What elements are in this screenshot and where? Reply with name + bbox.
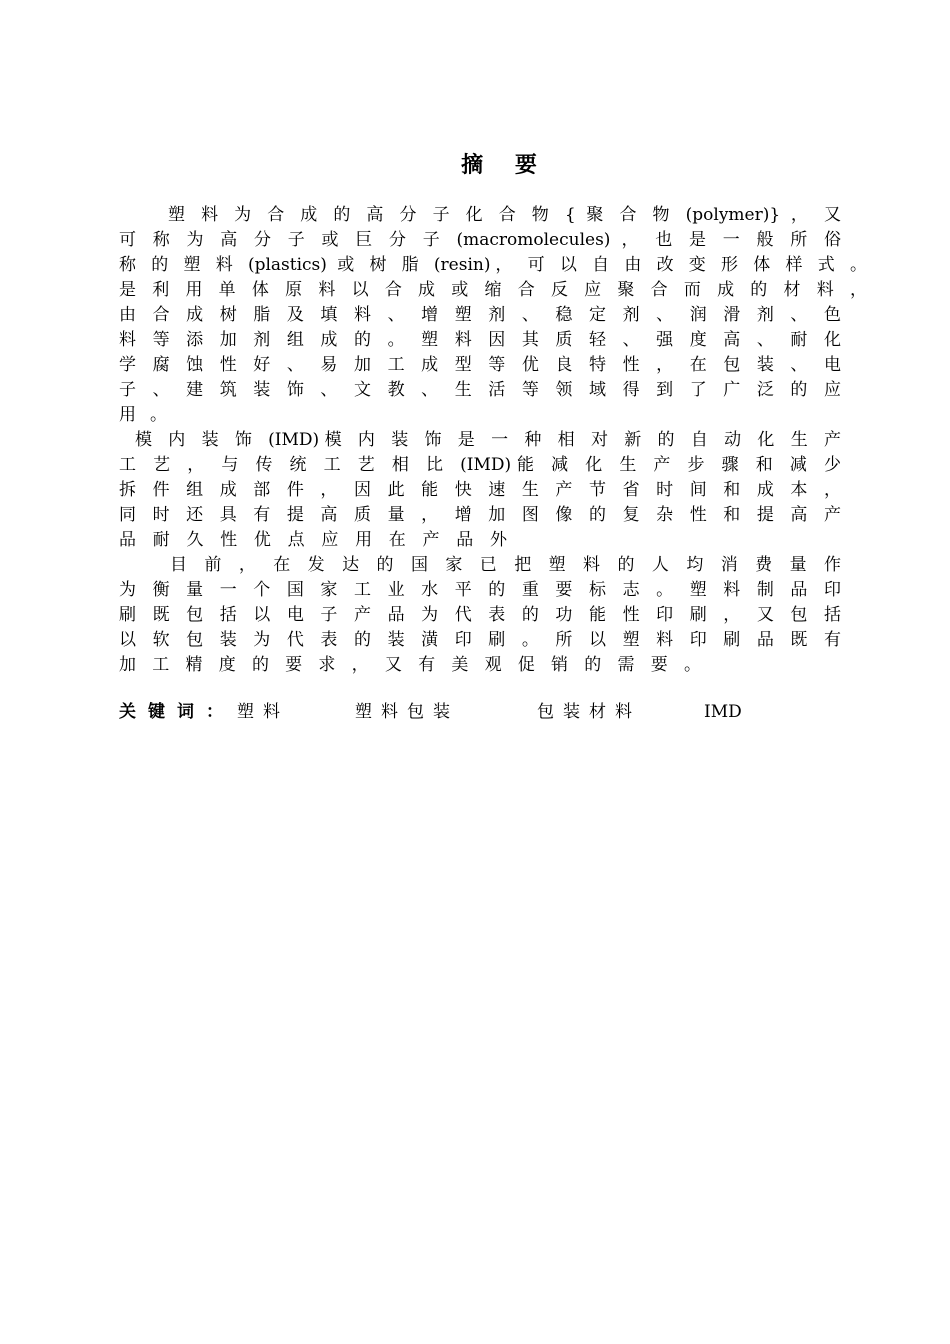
paragraph-1-line-8: 子 、 建 筑 装 饰 、 文 教 、 生 活 等 领 域 得 到 了 广 泛 的 应: [119, 380, 841, 400]
paragraph-1-line-9: 用 。: [119, 405, 167, 425]
paragraph-1-line-5: 由 合 成 树 脂 及 填 料 、 增 塑 剂 、 稳 定 剂 、 润 滑 剂 、 色: [119, 305, 841, 325]
keyword-1: 塑料: [237, 702, 289, 722]
paragraph-1-line-3: 称 的 塑 料 (plastics) 或 树 脂 (resin)， 可 以 自 由 改 变 形 体 样 式 。: [119, 255, 867, 275]
paragraph-1-line-2: 可 称 为 高 分 子 或 巨 分 子 (macromolecules) ， 也 是 一 般 所 俗: [119, 230, 841, 250]
keyword-4: IMD: [704, 702, 742, 722]
keyword-3: 包装材料: [537, 702, 641, 722]
paragraph-3-line-5: 加 工 精 度 的 要 求 ， 又 有 美 观 促 销 的 需 要 。: [119, 655, 701, 675]
paragraph-2-line-1: 模 内 装 饰 (IMD)模 内 装 饰 是 一 种 相 对 新 的 自 动 化 生 产: [135, 430, 841, 450]
paragraph-2-line-5: 品 耐 久 性 优 点 应 用 在 产 品 外: [119, 530, 507, 550]
paragraph-3-line-1: 目 前 ， 在 发 达 的 国 家 已 把 塑 料 的 人 均 消 费 量 作: [170, 555, 841, 575]
paragraph-2-line-4: 同 时 还 具 有 提 高 质 量 ， 增 加 图 像 的 复 杂 性 和 提 高 产: [119, 505, 841, 525]
paragraph-3-line-4: 以 软 包 装 为 代 表 的 装 潢 印 刷 。 所 以 塑 料 印 刷 品 既 有: [119, 630, 841, 650]
paragraph-1-line-7: 学 腐 蚀 性 好 、 易 加 工 成 型 等 优 良 特 性 ， 在 包 装 、 电: [119, 355, 841, 375]
paragraph-2-line-3: 拆 件 组 成 部 件 ， 因 此 能 快 速 生 产 节 省 时 间 和 成 本 ，: [119, 480, 841, 500]
keywords-label: 关键词：: [119, 702, 235, 722]
paragraph-2-line-2: 工 艺 ， 与 传 统 工 艺 相 比 (IMD)能 减 化 生 产 步 骤 和 减 少: [119, 455, 841, 475]
abstract-title: 摘 要: [461, 153, 549, 178]
paragraph-3-line-2: 为 衡 量 一 个 国 家 工 业 水 平 的 重 要 标 志 。 塑 料 制 品 印: [119, 580, 841, 600]
paragraph-3-line-3: 刷 既 包 括 以 电 子 产 品 为 代 表 的 功 能 性 印 刷 ， 又 包 括: [119, 605, 841, 625]
paragraph-1-line-4: 是 利 用 单 体 原 料 以 合 成 或 缩 合 反 应 聚 合 而 成 的 材 料 ，: [119, 280, 867, 300]
keyword-2: 塑料包装: [355, 702, 459, 722]
paragraph-1-line-6: 料 等 添 加 剂 组 成 的 。 塑 料 因 其 质 轻 、 强 度 高 、 耐 化: [119, 330, 841, 350]
paragraph-1-line-1: 塑 料 为 合 成 的 高 分 子 化 合 物 { 聚 合 物 (polymer)} ， 又: [168, 205, 841, 225]
